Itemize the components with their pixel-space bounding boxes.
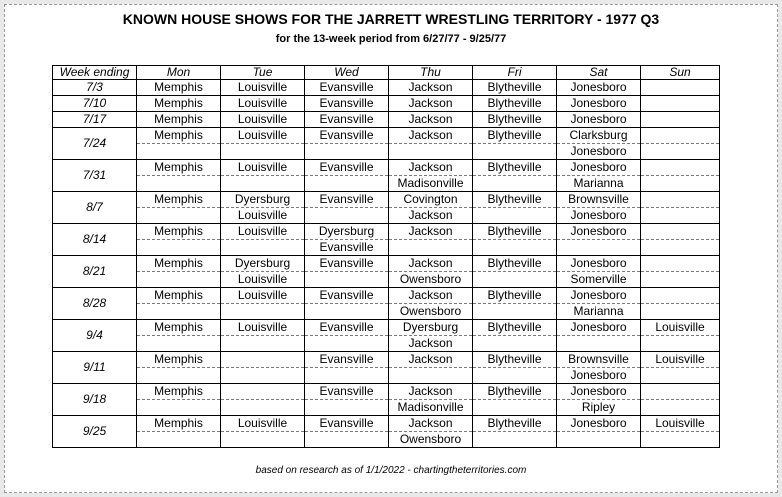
show-cell <box>641 144 720 160</box>
column-header: Sat <box>557 66 641 80</box>
week-ending-cell: 9/25 <box>53 416 137 448</box>
show-cell <box>641 432 720 448</box>
show-cell: Jonesboro <box>557 256 641 272</box>
show-cell: Jackson <box>389 224 473 240</box>
show-cell: Evansville <box>305 416 389 432</box>
show-cell <box>641 224 720 240</box>
table-row <box>53 432 720 448</box>
show-cell: Blytheville <box>473 352 557 368</box>
show-cell: Dyersburg <box>305 224 389 240</box>
show-cell <box>641 112 720 128</box>
week-ending-cell: 8/21 <box>53 256 137 288</box>
show-cell: Blytheville <box>473 96 557 112</box>
show-cell: Jackson <box>389 416 473 432</box>
show-cell <box>137 144 221 160</box>
show-cell <box>137 272 221 288</box>
show-cell <box>473 240 557 256</box>
show-cell <box>137 432 221 448</box>
show-cell: Louisville <box>641 320 720 336</box>
show-cell <box>389 240 473 256</box>
week-ending-cell: 8/7 <box>53 192 137 224</box>
show-cell: Evansville <box>305 352 389 368</box>
show-cell: Louisville <box>221 224 305 240</box>
show-cell: Blytheville <box>473 384 557 400</box>
show-cell <box>641 400 720 416</box>
show-cell: Evansville <box>305 80 389 96</box>
show-cell <box>641 304 720 320</box>
show-cell <box>473 272 557 288</box>
show-cell <box>221 240 305 256</box>
column-header: Tue <box>221 66 305 80</box>
show-cell <box>557 240 641 256</box>
show-cell <box>473 304 557 320</box>
week-ending-cell: 7/17 <box>53 112 137 128</box>
table-row <box>53 144 720 160</box>
show-cell <box>641 384 720 400</box>
show-cell <box>221 144 305 160</box>
show-cell: Evansville <box>305 240 389 256</box>
show-cell <box>221 432 305 448</box>
show-cell <box>137 368 221 384</box>
show-cell <box>221 400 305 416</box>
table-row <box>53 112 720 128</box>
show-cell <box>641 272 720 288</box>
show-cell: Blytheville <box>473 192 557 208</box>
show-cell: Covington <box>389 192 473 208</box>
show-cell <box>221 304 305 320</box>
show-cell <box>137 208 221 224</box>
show-cell: Dyersburg <box>389 320 473 336</box>
column-header: Thu <box>389 66 473 80</box>
show-cell: Memphis <box>137 128 221 144</box>
show-cell: Louisville <box>221 320 305 336</box>
show-cell: Louisville <box>221 112 305 128</box>
week-ending-cell: 7/31 <box>53 160 137 192</box>
show-cell <box>641 192 720 208</box>
show-cell: Clarksburg <box>557 128 641 144</box>
table-row <box>53 416 720 432</box>
show-cell: Jonesboro <box>557 208 641 224</box>
table-row <box>53 192 720 208</box>
show-cell: Jackson <box>389 336 473 352</box>
show-cell <box>305 336 389 352</box>
show-cell <box>389 144 473 160</box>
show-cell: Jonesboro <box>557 80 641 96</box>
show-cell: Brownsville <box>557 192 641 208</box>
show-cell: Evansville <box>305 256 389 272</box>
week-ending-cell: 9/4 <box>53 320 137 352</box>
show-cell: Memphis <box>137 256 221 272</box>
show-cell: Blytheville <box>473 416 557 432</box>
show-cell <box>137 240 221 256</box>
show-cell <box>305 304 389 320</box>
table-row <box>53 384 720 400</box>
show-cell <box>641 368 720 384</box>
show-cell: Jonesboro <box>557 144 641 160</box>
show-cell <box>473 176 557 192</box>
show-cell <box>641 288 720 304</box>
table-row <box>53 240 720 256</box>
week-ending-cell: 8/14 <box>53 224 137 256</box>
week-ending-cell: 8/28 <box>53 288 137 320</box>
show-cell: Blytheville <box>473 224 557 240</box>
show-cell: Blytheville <box>473 256 557 272</box>
show-cell: Jonesboro <box>557 384 641 400</box>
show-cell: Evansville <box>305 160 389 176</box>
page-subtitle: for the 13-week period from 6/27/77 - 9/25/77 <box>275 33 507 45</box>
show-cell <box>641 208 720 224</box>
show-cell: Madisonville <box>389 400 473 416</box>
table-row <box>53 224 720 240</box>
column-header: Week ending <box>53 66 137 80</box>
show-cell <box>389 368 473 384</box>
show-cell: Dyersburg <box>221 192 305 208</box>
show-cell <box>221 352 305 368</box>
table-row <box>53 176 720 192</box>
table-row <box>53 336 720 352</box>
show-cell <box>473 144 557 160</box>
show-cell: Memphis <box>137 352 221 368</box>
show-cell <box>557 432 641 448</box>
show-cell: Jonesboro <box>557 288 641 304</box>
table-body <box>53 80 720 448</box>
show-cell: Louisville <box>221 288 305 304</box>
page-title: KNOWN HOUSE SHOWS FOR THE JARRETT WRESTLING TERRITORY - 1977 Q3 <box>122 11 660 27</box>
table-row <box>53 208 720 224</box>
table-row <box>53 320 720 336</box>
show-cell: Jackson <box>389 384 473 400</box>
show-cell: Blytheville <box>473 128 557 144</box>
show-cell: Memphis <box>137 416 221 432</box>
show-cell: Blytheville <box>473 80 557 96</box>
show-cell <box>641 256 720 272</box>
show-cell <box>305 144 389 160</box>
show-cell: Jackson <box>389 96 473 112</box>
show-cell: Blytheville <box>473 288 557 304</box>
show-cell: Blytheville <box>473 320 557 336</box>
show-cell: Louisville <box>641 352 720 368</box>
show-cell: Louisville <box>221 208 305 224</box>
show-cell: Louisville <box>641 416 720 432</box>
table-row <box>53 128 720 144</box>
show-cell <box>305 432 389 448</box>
table-row <box>53 256 720 272</box>
show-cell <box>641 176 720 192</box>
week-ending-cell: 9/11 <box>53 352 137 384</box>
show-cell: Owensboro <box>389 432 473 448</box>
table-row <box>53 272 720 288</box>
show-cell: Owensboro <box>389 272 473 288</box>
show-cell <box>473 336 557 352</box>
show-cell: Evansville <box>305 192 389 208</box>
show-cell: Jackson <box>389 80 473 96</box>
show-cell: Ripley <box>557 400 641 416</box>
show-cell: Jonesboro <box>557 160 641 176</box>
show-cell: Louisville <box>221 416 305 432</box>
show-cell <box>137 400 221 416</box>
show-cell: Memphis <box>137 288 221 304</box>
show-cell <box>221 368 305 384</box>
show-cell <box>473 368 557 384</box>
show-cell: Marianna <box>557 304 641 320</box>
show-cell: Jackson <box>389 128 473 144</box>
show-cell: Memphis <box>137 160 221 176</box>
table-row <box>53 352 720 368</box>
show-cell <box>305 272 389 288</box>
show-cell <box>221 176 305 192</box>
show-cell: Evansville <box>305 112 389 128</box>
show-cell: Jonesboro <box>557 112 641 128</box>
show-cell: Evansville <box>305 288 389 304</box>
week-ending-cell: 7/10 <box>53 96 137 112</box>
show-cell: Jonesboro <box>557 320 641 336</box>
show-cell: Memphis <box>137 112 221 128</box>
show-cell: Jonesboro <box>557 416 641 432</box>
show-cell: Louisville <box>221 128 305 144</box>
show-cell: Memphis <box>137 384 221 400</box>
show-cell <box>221 384 305 400</box>
table-row <box>53 80 720 96</box>
show-cell <box>305 400 389 416</box>
show-cell: Jackson <box>389 256 473 272</box>
show-cell: Memphis <box>137 96 221 112</box>
show-cell <box>641 80 720 96</box>
show-cell: Louisville <box>221 272 305 288</box>
show-cell: Jonesboro <box>557 96 641 112</box>
show-cell: Jackson <box>389 288 473 304</box>
show-cell: Evansville <box>305 96 389 112</box>
week-ending-cell: 7/3 <box>53 80 137 96</box>
show-cell <box>641 160 720 176</box>
show-cell <box>137 304 221 320</box>
show-cell: Memphis <box>137 80 221 96</box>
house-shows-table <box>52 65 720 448</box>
show-cell: Evansville <box>305 320 389 336</box>
show-cell <box>221 336 305 352</box>
show-cell <box>641 96 720 112</box>
show-cell <box>305 208 389 224</box>
show-cell: Dyersburg <box>221 256 305 272</box>
show-cell <box>137 336 221 352</box>
show-cell <box>473 432 557 448</box>
table-row <box>53 368 720 384</box>
week-ending-cell: 7/24 <box>53 128 137 160</box>
show-cell <box>137 176 221 192</box>
week-ending-cell: 9/18 <box>53 384 137 416</box>
show-cell <box>641 240 720 256</box>
footer-note: based on research as of 1/1/2022 - chartingtheterritories.com <box>255 465 527 476</box>
header-row <box>53 66 720 80</box>
column-header: Fri <box>473 66 557 80</box>
show-cell: Jackson <box>389 352 473 368</box>
show-cell <box>473 208 557 224</box>
show-cell: Blytheville <box>473 160 557 176</box>
show-cell: Somerville <box>557 272 641 288</box>
show-cell: Jackson <box>389 208 473 224</box>
show-cell: Memphis <box>137 320 221 336</box>
show-cell: Jackson <box>389 160 473 176</box>
table-row <box>53 304 720 320</box>
show-cell: Marianna <box>557 176 641 192</box>
show-cell: Jonesboro <box>557 224 641 240</box>
show-cell: Louisville <box>221 80 305 96</box>
show-cell: Evansville <box>305 384 389 400</box>
column-header: Mon <box>137 66 221 80</box>
show-cell: Evansville <box>305 128 389 144</box>
column-header: Wed <box>305 66 389 80</box>
show-cell: Jonesboro <box>557 368 641 384</box>
show-cell: Memphis <box>137 192 221 208</box>
show-cell: Madisonville <box>389 176 473 192</box>
show-cell <box>473 400 557 416</box>
table-row <box>53 400 720 416</box>
show-cell <box>557 336 641 352</box>
show-cell: Memphis <box>137 224 221 240</box>
table-row <box>53 96 720 112</box>
show-cell <box>305 176 389 192</box>
show-cell <box>305 368 389 384</box>
column-header: Sun <box>641 66 720 80</box>
show-cell: Brownsville <box>557 352 641 368</box>
show-cell: Owensboro <box>389 304 473 320</box>
show-cell <box>641 128 720 144</box>
table-row <box>53 288 720 304</box>
show-cell: Louisville <box>221 160 305 176</box>
show-cell <box>641 336 720 352</box>
show-cell: Jackson <box>389 112 473 128</box>
show-cell: Blytheville <box>473 112 557 128</box>
table-row <box>53 160 720 176</box>
show-cell: Louisville <box>221 96 305 112</box>
